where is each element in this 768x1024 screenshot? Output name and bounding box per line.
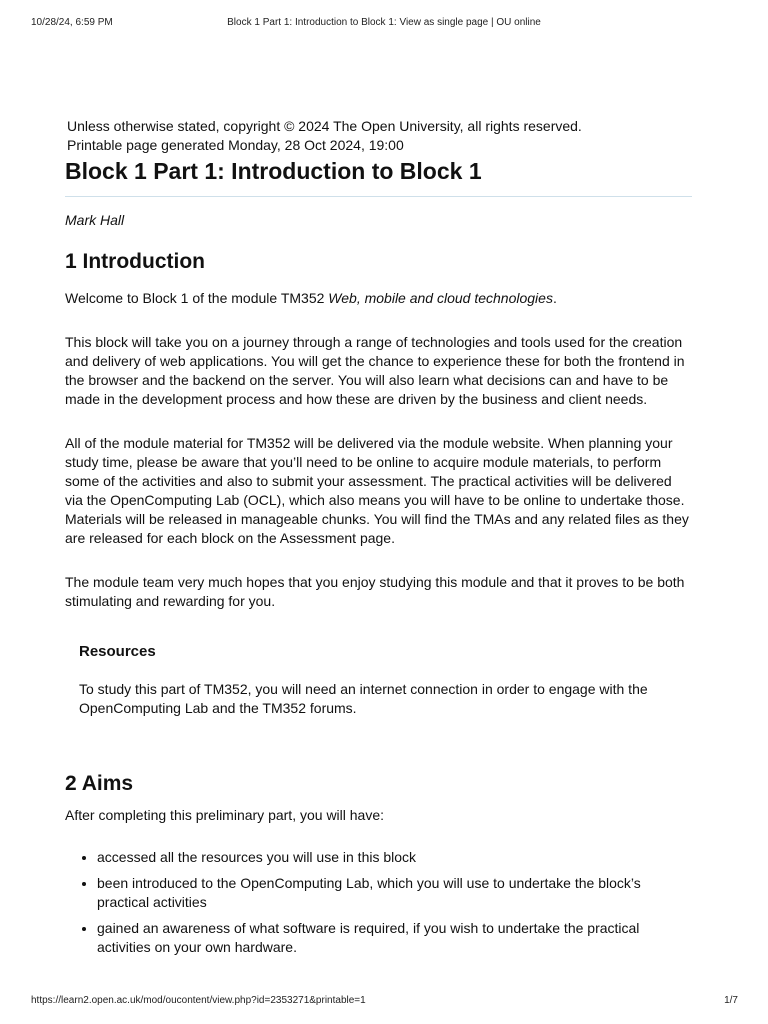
resources-box — [79, 642, 692, 718]
print-footer — [0, 995, 768, 1009]
aims-intro: After completing this preliminary part, you will have: — [65, 807, 385, 823]
aims-list — [65, 848, 692, 957]
page-title: Block 1 Part 1: Introduction to Block 1 — [65, 155, 692, 197]
intro-paragraph-journey: This block will take you on a journey through a range of technologies and tools used for the creation and delivery of web applications. You will get the chance to experience these for both the frontend in the browser and the backend on the server. You will also learn what decisions can and have to be made in the development process and how these are driven by the business and client needs. — [65, 334, 685, 407]
intro-paragraph-hopes: The module team very much hopes that you enjoy studying this module and that it proves to be both stimulating and rewarding for you. — [65, 574, 685, 609]
print-header — [0, 17, 768, 31]
page-number: 1/7 — [724, 995, 738, 1006]
list-item: • gained an awareness of what software is required, if you wish to undertake the practical activities on your own hardware. — [97, 919, 692, 957]
intro-paragraph-materials: All of the module material for TM352 will be delivered via the module website. When planning your study time, please be aware that you’ll need to be online to acquire module materials, to perform some of the activities and also to submit your assessment. The practical activities will be delivered via the OpenComputing Lab (OCL), which also means you will have to be online to undertake those. Materials will be released in manageable chunks. You will find the TMAs and any related files as they are released for each block on the Assessment page. — [65, 435, 689, 546]
module-title: Web, mobile and cloud technologies — [328, 290, 553, 306]
document-meta — [67, 117, 692, 155]
section-heading-introduction: 1 Introduction — [65, 250, 205, 273]
list-item: • accessed all the resources you will use in this block — [97, 848, 692, 867]
intro-welcome-paragraph — [65, 289, 692, 308]
page-url: https://learn2.open.ac.uk/mod/oucontent/view.php?id=2353271&printable=1 — [31, 995, 366, 1006]
welcome-suffix: . — [552, 290, 557, 306]
section-heading-aims: 2 Aims — [65, 772, 134, 795]
generated-date: Printable page generated Monday, 28 Oct 2024, 19:00 — [67, 137, 404, 153]
author-name: Mark Hall — [65, 212, 125, 228]
resources-text: To study this part of TM352, you will need an internet connection in order to engage with the OpenComputing Lab and the TM352 forums. — [79, 681, 648, 716]
list-item: • been introduced to the OpenComputing Lab, which you will use to undertake the block’s practical activities — [97, 874, 692, 912]
resources-heading: Resources — [79, 643, 156, 660]
copyright-notice: Unless otherwise stated, copyright © 2024 The Open University, all rights reserved. — [67, 118, 582, 134]
document-content — [65, 117, 692, 964]
print-datetime: 10/28/24, 6:59 PM — [31, 17, 113, 28]
print-page-title: Block 1 Part 1: Introduction to Block 1: View as single page | OU online — [227, 17, 541, 28]
welcome-text: Welcome to Block 1 of the module TM352 — [65, 290, 329, 306]
